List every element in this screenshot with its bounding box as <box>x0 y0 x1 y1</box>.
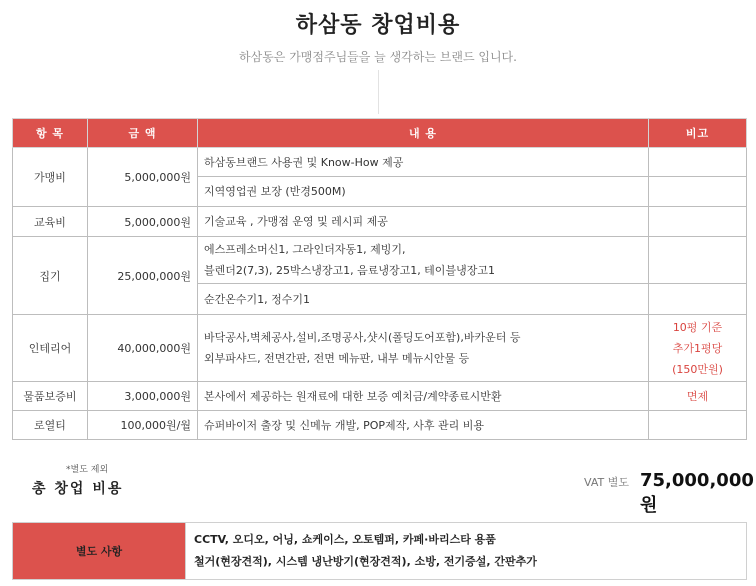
row-amount: 5,000,000원 <box>88 148 198 207</box>
content-line: 에스프레소머신1, 그라인더자동1, 제빙기, <box>204 243 406 256</box>
page-title: 하삼동 창업비용 <box>295 13 461 38</box>
row-note <box>649 315 747 382</box>
total-label: 총 창업 비용 <box>32 481 124 497</box>
total-value: 75,000,000원 <box>640 470 754 516</box>
row-note <box>649 177 747 207</box>
table-row <box>13 382 747 411</box>
row-content <box>198 315 649 382</box>
extra-line: 철거(현장견적), 시스템 냉난방기(현장견적), 소방, 전기증설, 간판추가 <box>194 555 537 568</box>
row-item: 인테리어 <box>13 315 88 382</box>
table-row <box>13 411 747 440</box>
header-content: 내 용 <box>198 119 649 148</box>
row-note: 면제 <box>649 382 747 411</box>
content-line: 바닥공사,벽체공사,설비,조명공사,샷시(폴딩도어포함),바카운터 등 <box>204 331 521 344</box>
row-content: 하삼동브랜드 사용권 및 Know-How 제공 <box>198 148 649 177</box>
row-item: 가맹비 <box>13 148 88 207</box>
row-note <box>649 284 747 315</box>
row-item: 로열티 <box>13 411 88 440</box>
note-line: 추가1평당 <box>672 341 723 355</box>
extra-items-box <box>12 522 747 580</box>
row-amount: 40,000,000원 <box>88 315 198 382</box>
row-item: 물품보증비 <box>13 382 88 411</box>
table-row <box>13 315 747 382</box>
table-row <box>13 148 747 177</box>
page-subtitle: 하삼동은 가맹점주님들을 늘 생각하는 브랜드 입니다. <box>239 50 517 64</box>
extra-label: 별도 사항 <box>13 523 186 579</box>
row-amount: 25,000,000원 <box>88 237 198 315</box>
row-content: 본사에서 제공하는 원재료에 대한 보증 예치금/계약종료시반환 <box>198 382 649 411</box>
note-line: (150만원) <box>672 362 723 376</box>
note-line: 10평 기준 <box>672 320 723 334</box>
extra-line: CCTV, 오디오, 어닝, 쇼케이스, 오토템퍼, 카페·바리스타 용품 <box>194 533 496 546</box>
cost-table <box>12 118 747 440</box>
row-content: 지역영업권 보장 (반경500M) <box>198 177 649 207</box>
row-amount: 3,000,000원 <box>88 382 198 411</box>
table-row <box>13 207 747 237</box>
table-header-row <box>13 119 747 148</box>
table-row <box>13 237 747 284</box>
extra-text <box>186 523 545 579</box>
row-note <box>649 148 747 177</box>
row-note <box>649 207 747 237</box>
row-content: 기술교육 , 가맹점 운영 및 레시피 제공 <box>198 207 649 237</box>
row-note <box>649 411 747 440</box>
content-line: 외부파샤드, 전면간판, 전면 메뉴판, 내부 메뉴시안물 등 <box>204 352 470 365</box>
header-item: 항 목 <box>13 119 88 148</box>
row-content: 순간온수기1, 정수기1 <box>198 284 649 315</box>
vat-note: VAT 별도 <box>584 476 629 489</box>
divider-line <box>378 70 379 114</box>
row-content <box>198 237 649 284</box>
row-content: 슈퍼바이저 출장 및 신메뉴 개발, POP제작, 사후 관리 비용 <box>198 411 649 440</box>
row-item: 집기 <box>13 237 88 315</box>
row-amount: 5,000,000원 <box>88 207 198 237</box>
exclusion-note: *별도 제외 <box>66 465 109 475</box>
row-amount: 100,000원/월 <box>88 411 198 440</box>
header-amount: 금 액 <box>88 119 198 148</box>
header-note: 비고 <box>649 119 747 148</box>
row-item: 교육비 <box>13 207 88 237</box>
content-line: 블렌더2(7,3), 25박스냉장고1, 음료냉장고1, 테이블냉장고1 <box>204 264 495 277</box>
row-note <box>649 237 747 284</box>
